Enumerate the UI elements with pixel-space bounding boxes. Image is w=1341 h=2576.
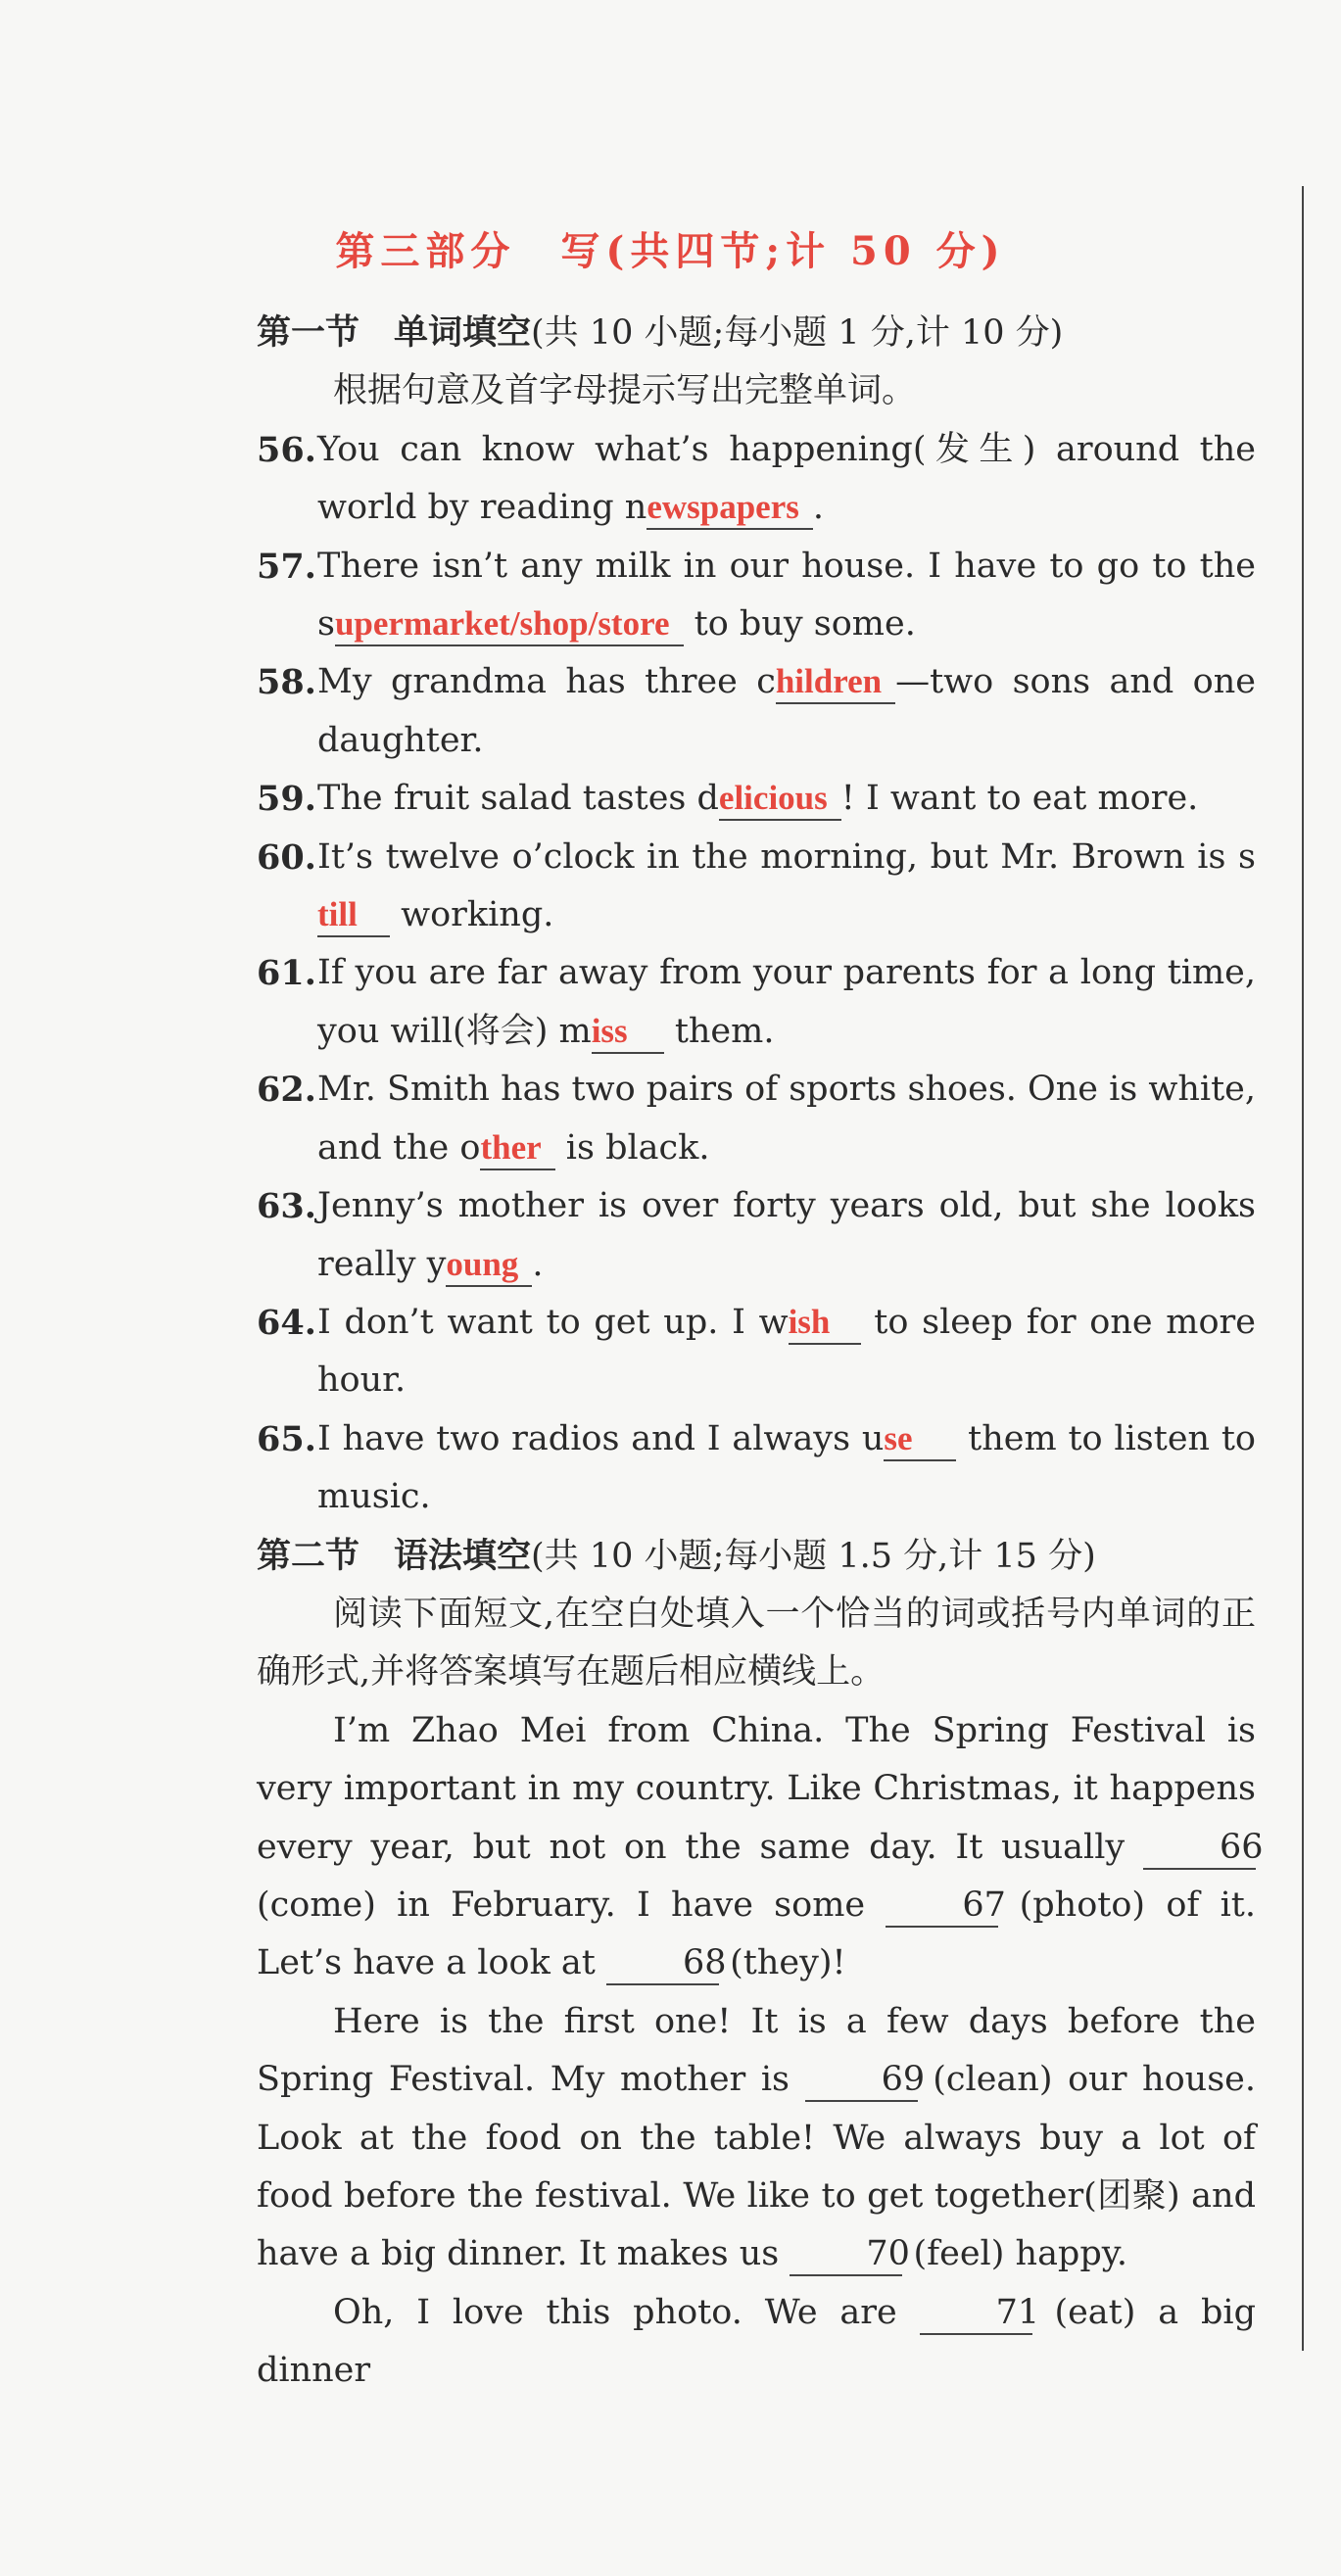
blank-71[interactable]: 71 <box>920 2292 1032 2335</box>
question-item <box>257 1061 1256 1177</box>
question-text <box>317 1177 1256 1294</box>
question-text <box>317 421 1256 538</box>
question-item <box>257 653 1256 770</box>
question-text-after: . <box>532 1244 544 1284</box>
question-text-before: Jenny’s mother is over forty years old, but she looks really y <box>317 1186 1256 1284</box>
question-text-before: It’s twelve o’clock in the morning, but Mr. Brown is s <box>317 836 1256 877</box>
question-item <box>257 944 1256 1061</box>
question-text-before: The fruit salad tastes d <box>317 779 719 819</box>
blank-69[interactable]: 69 <box>805 2059 918 2102</box>
question-text-after: to sleep for one more hour. <box>317 1302 1256 1401</box>
question-list <box>257 421 1256 1527</box>
section1-heading: 第一节 单词填空(共 10 小题;每小题 1 分,计 10 分) <box>257 312 1064 353</box>
question-text-after: —two sons and one daughter. <box>317 662 1256 760</box>
blank-66[interactable]: 66 <box>1143 1827 1256 1870</box>
question-item <box>257 770 1256 828</box>
answer-blank[interactable]: till <box>317 894 390 937</box>
question-text <box>317 944 1256 1061</box>
question-text-after: to buy some. <box>683 604 916 644</box>
question-item <box>257 1294 1256 1410</box>
question-number: 62. <box>257 1070 316 1111</box>
question-item <box>257 421 1256 538</box>
answer-blank[interactable]: iss <box>592 1011 664 1054</box>
content <box>257 304 1264 2401</box>
question-number: 60. <box>257 836 316 878</box>
question-number: 64. <box>257 1302 316 1343</box>
question-text-before: You can know what’s happening(发生) around the world by reading n <box>317 429 1256 528</box>
passage-paragraph-2: Here is the first one! It is a few days before the Spring Festival. My mother is 69 (clean) our house. Look at the food on the table! We always buy a lot of food before the festival. We like to get together(团聚) and have a big dinner. It makes us 70 (feel) happy. <box>257 1993 1256 2284</box>
question-text-before: If you are far away from your parents for a long time, you will(将会) m <box>317 953 1256 1051</box>
question-text-after: them to listen to music. <box>317 1418 1257 1517</box>
question-text <box>317 770 1256 828</box>
question-text-before: I don’t want to get up. I w <box>317 1302 789 1342</box>
question-number: 61. <box>257 953 316 994</box>
passage-paragraph-1: I’m Zhao Mei from China. The Spring Festival is very important in my country. Like Christmas, it happens every year, but not on the same day. It usually 66 (come) in February. I have some 67 (photo) of it. Let’s have a look at 68 (they)! <box>257 1702 1256 1993</box>
answer-blank[interactable]: ish <box>789 1302 861 1345</box>
question-number: 65. <box>257 1418 316 1459</box>
question-text <box>317 653 1256 770</box>
answer-blank[interactable]: oung <box>446 1244 532 1287</box>
question-text-before: I have two radios and I always u <box>317 1418 885 1458</box>
margin-rule <box>1302 186 1304 2351</box>
question-text <box>317 829 1256 945</box>
question-text-after: is black. <box>554 1127 710 1168</box>
answer-blank[interactable]: elicious <box>719 778 841 821</box>
question-item <box>257 538 1256 654</box>
question-text-after: ! I want to eat more. <box>840 779 1199 819</box>
section2-heading: 第二节 语法填空(共 10 小题;每小题 1.5 分,计 15 分) <box>257 1535 1096 1576</box>
blank-70[interactable]: 70 <box>790 2233 902 2276</box>
question-text-before: Mr. Smith has two pairs of sports shoes. One is white, and the o <box>317 1070 1256 1168</box>
part-title: 第三部分 写(共四节;计 50 分) <box>335 228 1006 274</box>
answer-blank[interactable]: hildren <box>776 661 895 704</box>
answer-blank[interactable]: se <box>884 1418 956 1461</box>
question-number: 58. <box>257 662 316 703</box>
question-text <box>317 1410 1256 1527</box>
question-text <box>317 538 1256 654</box>
section1-instruction: 根据句意及首字母提示写出完整单词。 <box>333 371 917 411</box>
question-text-before: There isn’t any milk in our house. I have to go to the s <box>317 546 1256 644</box>
question-text <box>317 1061 1256 1177</box>
question-text-after: . <box>812 488 825 528</box>
answer-blank[interactable]: ewspapers <box>647 487 813 530</box>
blank-67[interactable]: 67 <box>886 1884 998 1928</box>
answer-blank[interactable]: ther <box>480 1127 554 1170</box>
question-number: 63. <box>257 1186 316 1227</box>
question-text-after: working. <box>390 895 554 935</box>
question-item <box>257 1410 1256 1527</box>
section2-instruction: 阅读下面短文,在空白处填入一个恰当的词或括号内单词的正确形式,并将答案填写在题后相应横线上。 <box>257 1594 1256 1693</box>
question-number: 57. <box>257 546 316 587</box>
answer-blank[interactable]: upermarket/shop/store <box>335 603 684 646</box>
passage-paragraph-3: Oh, I love this photo. We are 71 (eat) a big dinner <box>257 2292 1257 2391</box>
question-text-after: them. <box>663 1011 775 1051</box>
question-text <box>317 1294 1256 1410</box>
question-text-before: My grandma has three c <box>317 662 776 702</box>
question-number: 56. <box>257 429 316 470</box>
question-number: 59. <box>257 779 316 820</box>
blank-68[interactable]: 68 <box>606 1942 719 1985</box>
question-item <box>257 829 1256 945</box>
question-item <box>257 1177 1256 1294</box>
